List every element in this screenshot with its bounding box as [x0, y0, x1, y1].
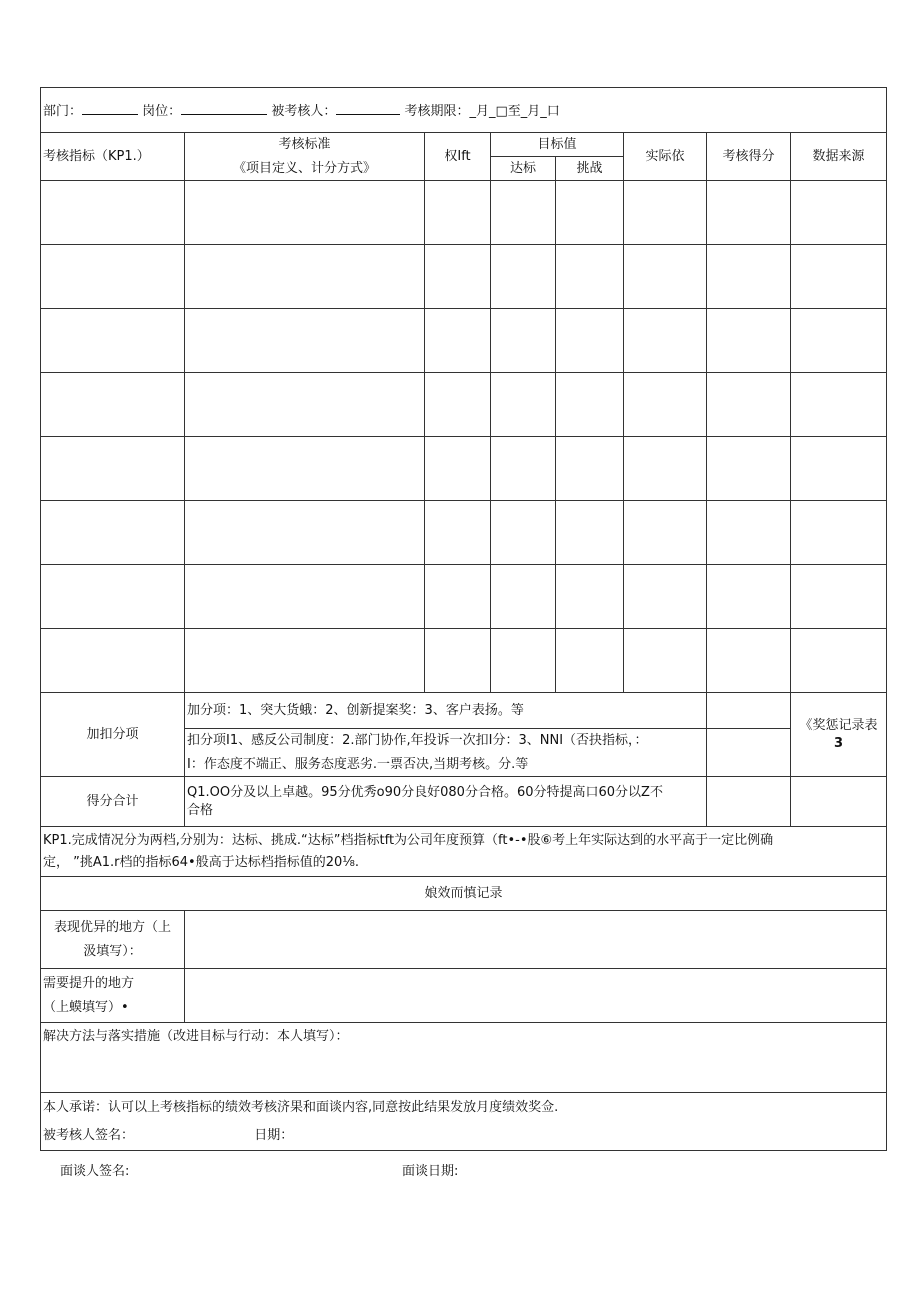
bonus-label: 加扣分项: [41, 693, 185, 777]
bonus-deduct-line1: 扣分项I1、感反公司制度：2.部门协作,年投诉一次扣I分：3、NNI（否抉指标，：: [187, 732, 648, 748]
col-standard: [185, 133, 425, 181]
kpi-row: [41, 245, 887, 309]
dept-label: 部门：: [43, 103, 83, 119]
kpi-note-line1: KP1.完成情况分为两档,分别为：达标、挑成.“达标”档指标tft为公司年度预算（ft•-•股⑥考上年实际达到的水平高于一定比例确: [43, 832, 774, 848]
improve-label: [41, 969, 185, 1023]
col-weight: 权Ift: [425, 133, 491, 181]
kpi-note: [41, 827, 887, 877]
strength-label-line1: 表现优异的地方（上: [53, 919, 171, 935]
interviewer-signature-label: 面谈人签名:: [60, 1164, 130, 1179]
col-standard-line2: 《项目定义、计分方式》: [232, 160, 376, 176]
col-target: 目标值: [491, 133, 624, 157]
kpi-row: [41, 629, 887, 693]
post-label: 岗位：: [142, 103, 182, 119]
kpi-row: [41, 373, 887, 437]
kpi-row: [41, 565, 887, 629]
info-row: [41, 88, 887, 133]
col-source: 数据来源: [791, 133, 887, 181]
person-field[interactable]: [336, 100, 400, 115]
solution-row: [41, 1023, 887, 1093]
total-text: [185, 777, 707, 827]
solution-label: 解决方法与落实措施（改进目标与行动：本人填写）：: [43, 1029, 349, 1044]
signature-line: [43, 1127, 884, 1145]
col-standard-line1: 考核标准: [278, 136, 331, 152]
bonus-source: [791, 693, 887, 777]
commitment-cell: [41, 1093, 887, 1151]
person-label: 被考核人：: [271, 103, 337, 119]
kpi-note-row: [41, 827, 887, 877]
kpi-row: [41, 437, 887, 501]
solution-field[interactable]: [41, 1023, 887, 1093]
column-header-row-1: [41, 133, 887, 157]
appraisal-table: [40, 87, 887, 1151]
strength-field[interactable]: [185, 911, 887, 969]
col-indicator: 考核指标（KP1.）: [41, 133, 185, 181]
strength-row: [41, 911, 887, 969]
kpi-row: [41, 501, 887, 565]
kpi-note-line2: 定， ”挑A1.r档的指标64•般高于达标档指标值的20⅛.: [43, 854, 359, 870]
review-title: 娘效而慎记录: [41, 877, 887, 911]
bonus-source-line2: 3: [833, 735, 844, 751]
bonus-row-add: [41, 693, 887, 729]
total-label: 得分合计: [41, 777, 185, 827]
bonus-deduct-text: [185, 729, 707, 777]
improve-label-line1: 需要提升的地方: [43, 975, 135, 991]
dept-field[interactable]: [82, 100, 138, 115]
kpi-row: [41, 309, 887, 373]
signee-date-label: 日期：: [254, 1127, 294, 1143]
bonus-deduct-line2: I：作态度不端正、服务态度恶劣.一票否决,当期考核。分.等: [187, 756, 529, 772]
strength-label-line2: 汲填写）：: [83, 943, 142, 959]
total-text-line1: Q1.OO分及以上卓越。95分优秀o90分良好080分合格。60分特提高口60分以Z不: [187, 784, 663, 800]
col-target-challenge: 挑战: [556, 157, 624, 181]
strength-label: [41, 911, 185, 969]
commitment-row: [41, 1093, 887, 1151]
total-text-line2: 合格: [187, 802, 214, 818]
commitment-text: 本人承诺：认可以上考核指标的绩效考核济果和面谈内容,同意按此结果发放月度绩效奖佥.: [43, 1099, 559, 1115]
improve-field[interactable]: [185, 969, 887, 1023]
improve-label-line2: （上蟆填写）•: [43, 999, 129, 1015]
review-title-row: [41, 877, 887, 911]
appraisal-form: [40, 87, 886, 1151]
kpi-row: [41, 181, 887, 245]
col-score: 考核得分: [707, 133, 791, 181]
col-actual: 实际依: [624, 133, 707, 181]
bonus-add-text: 加分项：1、突大货蛾：2、创新提案奖：3、客户表扬。等: [185, 693, 707, 729]
post-field[interactable]: [181, 100, 267, 115]
improve-row: [41, 969, 887, 1023]
bonus-source-line1: 《奖惩记录表: [799, 717, 878, 733]
signee-label: 被考核人签名：: [43, 1127, 135, 1143]
total-row: [41, 777, 887, 827]
interview-date-label: 面谈日期:: [402, 1164, 459, 1179]
col-target-reach: 达标: [491, 157, 556, 181]
period-value[interactable]: _月_□至_月_口: [469, 103, 560, 119]
period-label: 考核期限：: [404, 103, 470, 119]
